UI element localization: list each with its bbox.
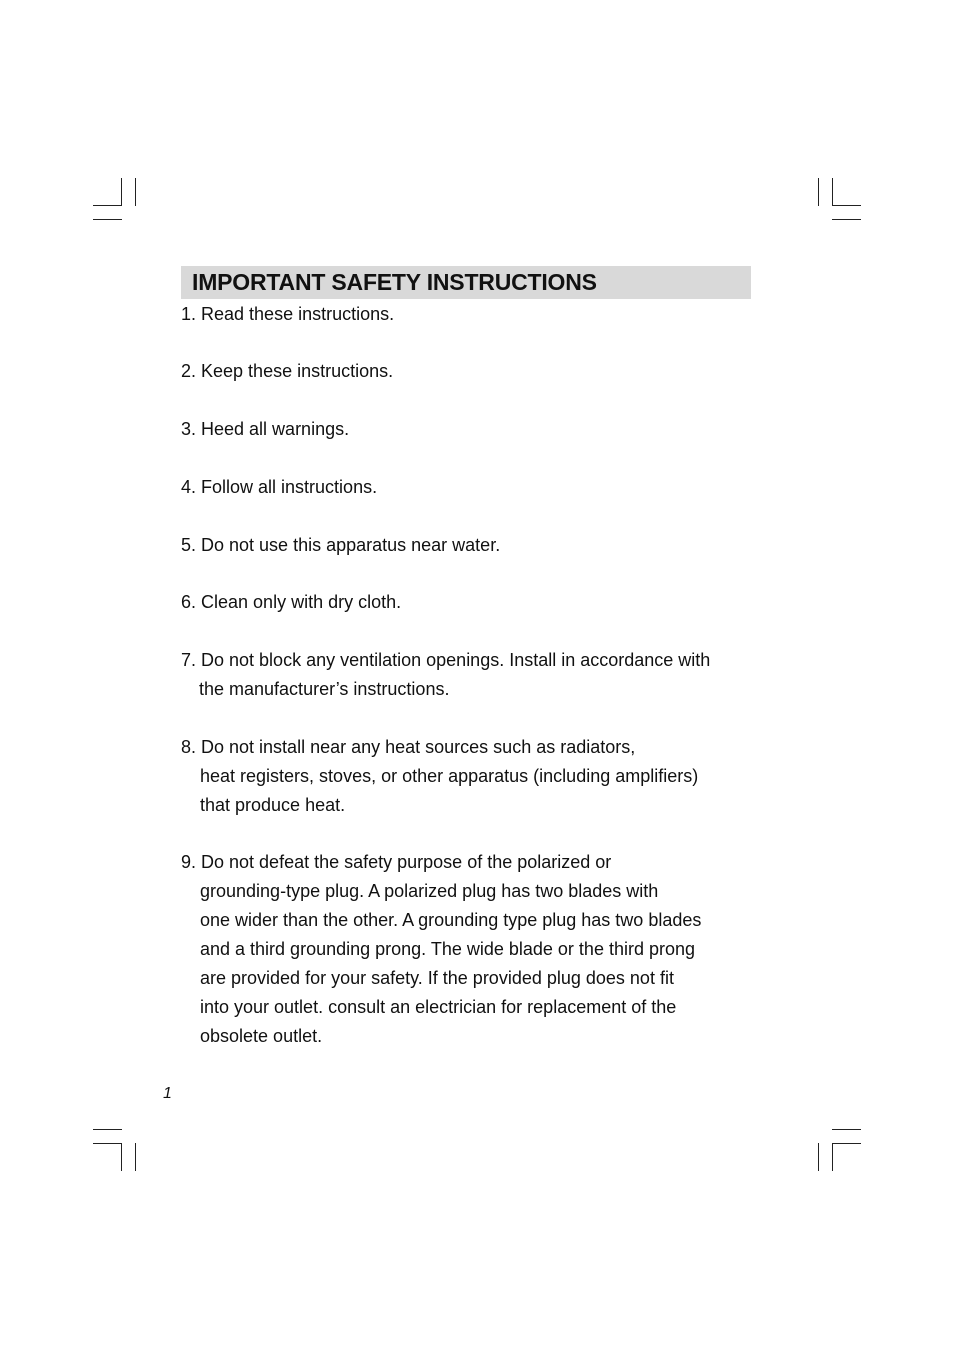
instruction-line: 6. Clean only with dry cloth. [181,592,402,612]
instruction-line: 1. Read these instructions. [181,304,395,324]
crop-mark [832,1143,833,1171]
instruction-line: 2. Keep these instructions. [181,361,394,381]
instruction-line: 9. Do not defeat the safety purpose of the polarized or [181,852,612,872]
crop-mark [135,1143,136,1171]
instruction-item-8 [181,733,698,820]
instruction-line: one wider than the other. A grounding type plug has two blades [200,910,702,930]
instruction-line: 8. Do not install near any heat sources such as radiators, [181,737,636,757]
instruction-line: obsolete outlet. [200,1026,323,1046]
crop-mark [832,205,861,206]
instruction-item-2 [181,357,393,386]
instruction-item-5 [181,531,500,560]
instruction-line: 3. Heed all warnings. [181,419,350,439]
instruction-item-3 [181,415,349,444]
crop-mark [832,219,861,220]
instruction-item-4 [181,473,377,502]
instruction-line: 5. Do not use this apparatus near water. [181,535,501,555]
crop-mark [93,219,122,220]
instruction-item-7 [181,646,710,704]
crop-mark [135,178,136,206]
instruction-line: and a third grounding prong. The wide blade or the third prong [200,939,696,959]
crop-mark [832,1129,861,1130]
instruction-line: the manufacturer’s instructions. [199,679,450,699]
crop-mark [93,1143,122,1144]
instruction-line: 4. Follow all instructions. [181,477,378,497]
section-heading-bar [181,266,751,299]
instruction-line: 7. Do not block any ventilation openings. Install in accordance with [181,650,711,670]
crop-mark [832,1143,861,1144]
instruction-line: that produce heat. [200,795,346,815]
crop-mark [93,1129,122,1130]
crop-mark [818,1143,819,1171]
crop-mark [832,178,833,206]
crop-mark [121,178,122,206]
page-number: 1 [163,1085,172,1102]
section-heading: IMPORTANT SAFETY INSTRUCTIONS [192,269,597,295]
instruction-line: heat registers, stoves, or other apparatus (including amplifiers) [200,766,699,786]
crop-mark [818,178,819,206]
instruction-line: are provided for your safety. If the provided plug does not fit [200,968,674,988]
crop-mark [121,1143,122,1171]
instruction-item-6 [181,588,401,617]
instruction-item-1 [181,300,394,329]
crop-mark [93,205,122,206]
instruction-item-9 [181,848,701,1051]
instruction-line: grounding-type plug. A polarized plug has two blades with [200,881,659,901]
instruction-line: into your outlet. consult an electrician for replacement of the [200,997,677,1017]
